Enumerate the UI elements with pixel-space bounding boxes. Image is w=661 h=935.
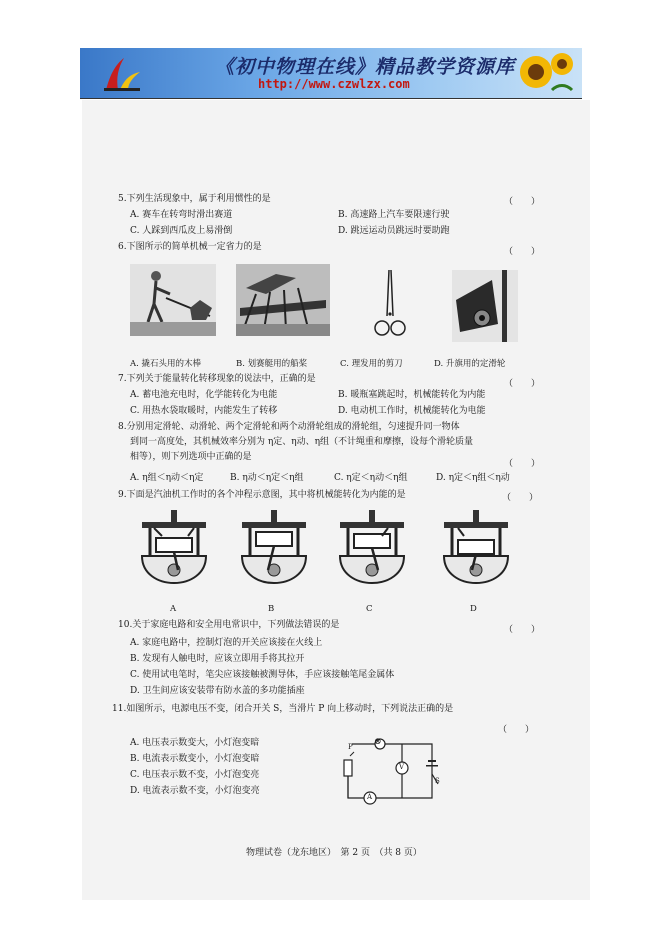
q11-paren: （ ） [498,725,535,735]
engine-stroke-b-diagram [238,506,310,594]
q11-lamp-icon: ⊗ [374,737,382,747]
q6-option-d: D. 升旗用的定滑轮 [434,359,506,369]
q5-option-b: B. 高速路上汽车要限速行驶 [338,210,450,220]
q9-stem: 9.下面是汽油机工作时的各个冲程示意图，其中将机械能转化为内能的是 [118,490,406,500]
q6-option-b: B. 划赛艇用的船桨 [236,359,308,369]
q10-paren: （ ） [504,625,541,635]
q8-stem-line3: 相等），则下列选项中正确的是 [130,452,252,462]
q8-option-d: D. η定＜η组＜η动 [436,473,510,483]
q9-label-c: C [366,604,373,614]
engine-stroke-c-diagram [336,506,408,594]
q5-paren: （ ） [504,197,541,207]
q7-option-c: C. 用热水袋取暖时，内能发生了转移 [130,406,278,416]
q10-option-a: A. 家庭电路中，控制灯泡的开关应该接在火线上 [130,638,323,648]
q7-option-d: D. 电动机工作时，机械能转化为电能 [338,406,486,416]
q11-voltmeter-icon: V [399,763,405,771]
q10-option-b: B. 发现有人触电时，应该立即用手将其拉开 [130,654,305,664]
banner-title: 《初中物理在线》精品教学资源库 [215,56,516,78]
q11-slider-label: P [348,743,353,751]
q7-paren: （ ） [504,379,541,389]
q11-stem: 11.如图所示，电源电压不变，闭合开关 S，当滑片 P 向上移动时，下列说法正确的是 [112,704,454,714]
q11-option-b: B. 电流表示数变小，小灯泡变暗 [130,754,260,764]
sunflower-icon [512,50,576,96]
q7-option-a: A. 蓄电池充电时，化学能转化为电能 [130,390,278,400]
q8-option-a: A. η组＜η动＜η定 [130,473,204,483]
q11-option-c: C. 电压表示数不变，小灯泡变亮 [130,770,260,780]
header-banner [80,48,582,99]
q6-option-c: C. 理发用的剪刀 [340,359,403,369]
page-footer: 物理试卷（龙东地区） 第 2 页 （共 8 页） [246,848,422,858]
q8-option-c: C. η定＜η动＜η组 [334,473,408,483]
q11-ammeter-icon: A [367,793,373,801]
q6-paren: （ ） [504,247,541,257]
q7-stem: 7.下列关于能量转化转移现象的说法中，正确的是 [118,374,316,384]
q5-option-a: A. 赛车在转弯时滑出赛道 [130,210,233,220]
q11-option-a: A. 电压表示数变大，小灯泡变暗 [130,738,260,748]
q9-label-b: B [268,604,275,614]
q9-label-a: A [170,604,177,614]
engine-stroke-a-diagram [138,506,210,594]
q9-label-d: D [470,604,477,614]
q8-option-b: B. η动＜η定＜η组 [230,473,304,483]
engine-stroke-d-diagram [440,506,512,594]
q9-paren: （ ） [502,493,539,503]
q5-stem: 5.下列生活现象中，属于利用惯性的是 [118,194,271,204]
q7-option-b: B. 暖瓶塞跳起时，机械能转化为内能 [338,390,486,400]
site-logo-icon [100,54,144,94]
crowbar-lever-image [130,264,216,336]
rowing-oar-image [236,264,330,336]
q5-option-c: C. 人踩到西瓜皮上易滑倒 [130,226,233,236]
q6-option-a: A. 撬石头用的木棒 [130,359,202,369]
q6-stem: 6.下图所示的简单机械一定省力的是 [118,242,262,252]
q10-stem: 10.关于家庭电路和安全用电常识中，下列做法错误的是 [118,620,340,630]
flagpole-pulley-image [452,270,518,342]
header-rule [80,98,582,99]
q5-option-d: D. 跳远运动员跳远时要助跑 [338,226,450,236]
q11-option-d: D. 电流表示数不变，小灯泡变亮 [130,786,260,796]
q11-circuit-diagram [340,734,440,804]
scissors-image [372,270,408,342]
q10-option-c: C. 使用试电笔时，笔尖应该接触被测导体，手应该接触笔尾金属体 [130,670,395,680]
q10-option-d: D. 卫生间应该安装带有防水盖的多功能插座 [130,686,305,696]
q8-stem-line2: 到同一高度处，其机械效率分别为 η定、η动、η组（不计绳重和摩擦，设每个滑轮质量 [130,437,474,447]
banner-url: http://www.czwlzx.com [258,77,410,91]
q11-switch-label: S [435,777,440,785]
q8-stem-line1: 8.分别用定滑轮、动滑轮、两个定滑轮和两个动滑轮组成的滑轮组，匀速提升同一物体 [118,422,460,432]
q8-paren: （ ） [504,459,541,469]
